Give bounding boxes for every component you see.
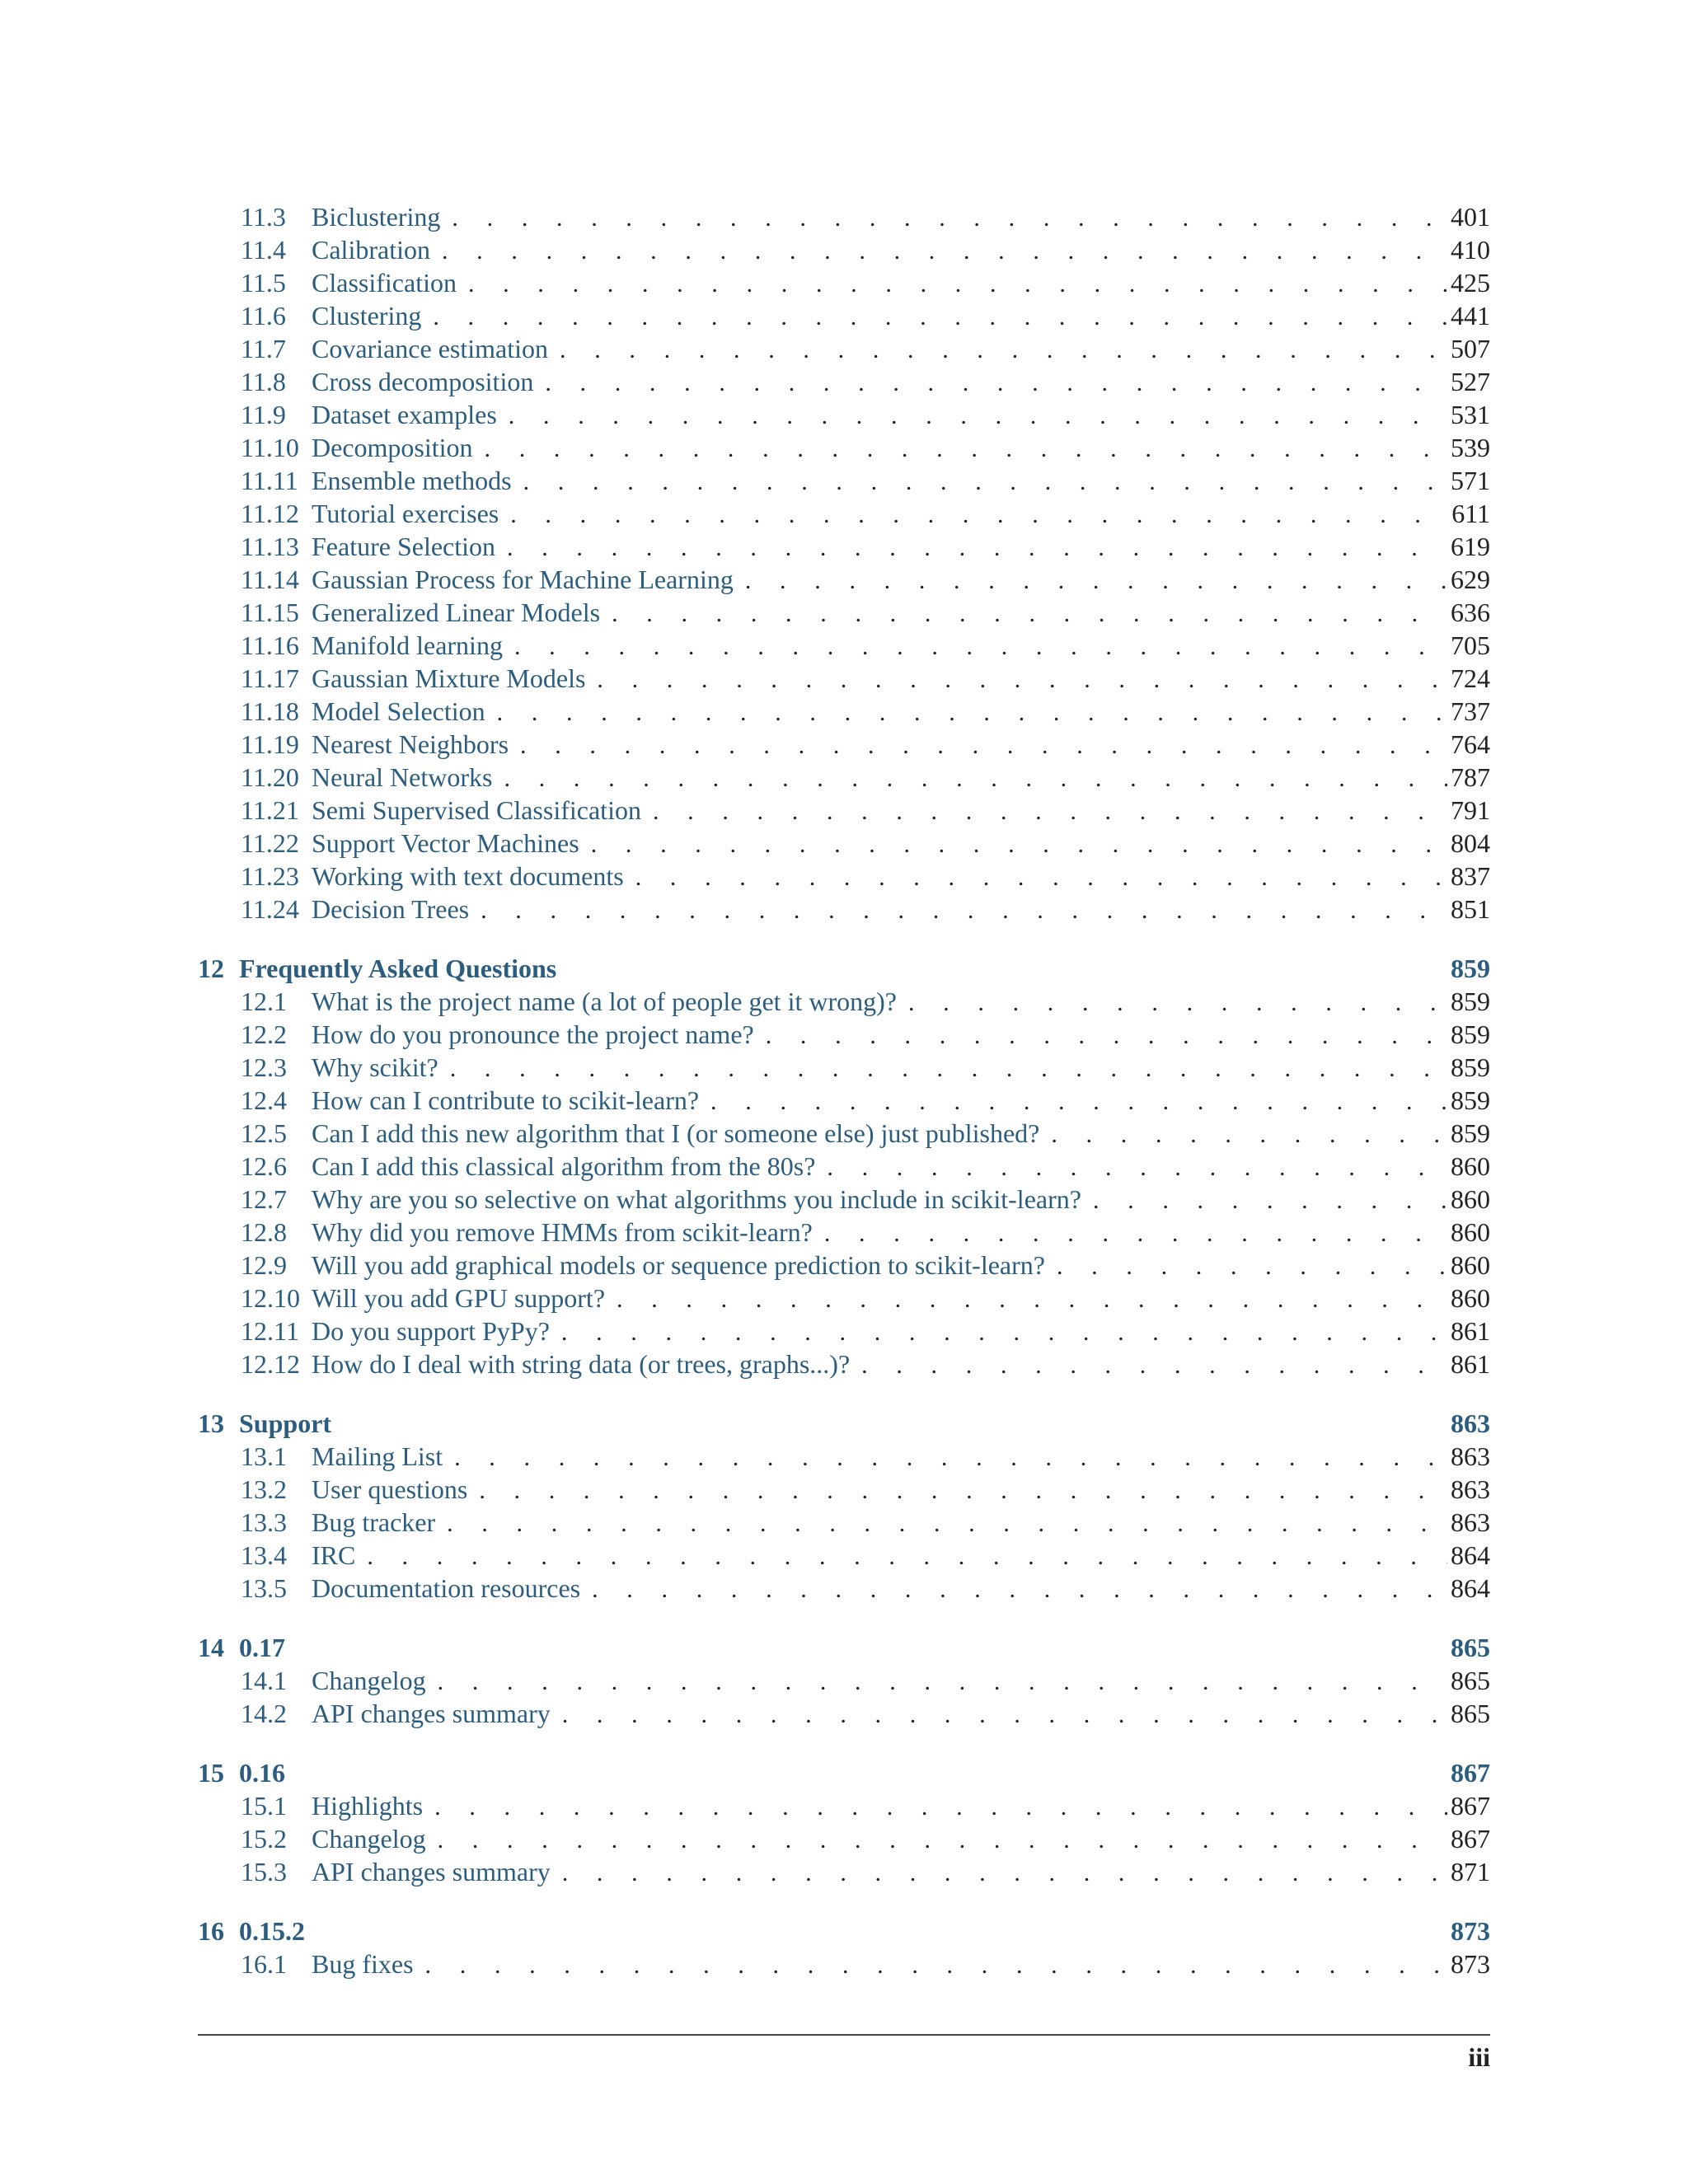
entry-page-number[interactable]: 531 <box>1451 400 1490 429</box>
toc-entry[interactable] <box>198 1183 1490 1216</box>
entry-title-link[interactable]: Changelog <box>312 1824 426 1854</box>
entry-number: 14.2 <box>241 1699 287 1728</box>
toc-entry[interactable] <box>198 662 1490 695</box>
entry-number: 11.10 <box>241 433 299 462</box>
entry-number: 11.16 <box>241 630 299 660</box>
dot-leader <box>426 1666 1447 1697</box>
chapter-page-number[interactable]: 873 <box>1451 1916 1490 1946</box>
toc-entry[interactable] <box>198 695 1490 728</box>
toc-entry[interactable] <box>198 761 1490 794</box>
entry-number: 11.21 <box>241 795 299 825</box>
toc-entry[interactable] <box>198 1249 1490 1282</box>
entry-title-link[interactable]: How can I contribute to scikit-learn? <box>312 1085 700 1115</box>
entry-number: 11.9 <box>241 400 286 429</box>
entry-title-link[interactable]: API changes summary <box>312 1699 551 1728</box>
entry-page-number[interactable]: 867 <box>1451 1824 1490 1854</box>
entry-number: 12.11 <box>241 1316 299 1346</box>
entry-title-link[interactable]: What is the project name (a lot of people get it wrong)? <box>312 987 897 1016</box>
dot-leader <box>467 1474 1447 1506</box>
entry-page-number[interactable]: 873 <box>1451 1949 1490 1979</box>
dot-leader <box>497 400 1447 431</box>
entry-title-link[interactable]: Ensemble methods <box>312 466 512 495</box>
entry-number: 13.4 <box>241 1540 287 1570</box>
chapter-entry[interactable] <box>198 952 1490 985</box>
entry-page-number[interactable]: 851 <box>1451 894 1490 924</box>
chapter-entry[interactable] <box>198 1631 1490 1664</box>
entry-title-link[interactable]: Documentation resources <box>312 1573 581 1603</box>
entry-page-number[interactable]: 571 <box>1451 466 1490 495</box>
chapter-entry[interactable] <box>198 1756 1490 1789</box>
chapter-title-link[interactable]: 0.15.2 <box>239 1916 305 1946</box>
entry-page-number[interactable]: 705 <box>1451 630 1490 660</box>
entry-title-link[interactable]: Dataset examples <box>312 400 497 429</box>
dot-leader <box>1039 1118 1447 1150</box>
dot-leader <box>850 1349 1447 1380</box>
toc-entry[interactable] <box>198 985 1490 1018</box>
dot-leader <box>485 696 1447 728</box>
entry-number: 11.14 <box>241 565 299 594</box>
entry-title-link[interactable]: Generalized Linear Models <box>312 598 601 627</box>
toc-entry[interactable] <box>198 1697 1490 1730</box>
dot-leader <box>551 1857 1447 1888</box>
toc-entry[interactable] <box>198 1572 1490 1605</box>
entry-number: 12.5 <box>241 1118 287 1148</box>
entry-number: 11.13 <box>241 532 299 561</box>
entry-title-link[interactable]: Mailing List <box>312 1441 443 1471</box>
dot-leader <box>533 367 1447 398</box>
dot-leader <box>414 1949 1447 1980</box>
entry-page-number[interactable]: 539 <box>1451 433 1490 462</box>
dot-leader <box>492 762 1447 794</box>
entry-title-link[interactable]: Support Vector Machines <box>312 828 579 858</box>
entry-page-number[interactable]: 859 <box>1451 987 1490 1016</box>
dot-leader <box>457 268 1447 299</box>
toc-entry[interactable] <box>198 464 1490 497</box>
dot-leader <box>600 598 1447 629</box>
toc-entry[interactable] <box>198 1018 1490 1051</box>
table-of-contents <box>198 200 1490 1980</box>
entry-title-link[interactable]: Gaussian Process for Machine Learning <box>312 565 734 594</box>
entry-page-number[interactable]: 787 <box>1451 762 1490 792</box>
toc-entry[interactable] <box>198 794 1490 827</box>
entry-number: 13.2 <box>241 1474 287 1504</box>
entry-page-number[interactable]: 865 <box>1451 1666 1490 1695</box>
dot-leader <box>499 499 1447 530</box>
entry-title-link[interactable]: Covariance estimation <box>312 334 549 363</box>
dot-leader <box>641 795 1447 827</box>
dot-leader <box>605 1283 1447 1315</box>
toc-entry[interactable] <box>198 332 1490 365</box>
toc-entry[interactable] <box>198 860 1490 893</box>
entry-page-number[interactable]: 860 <box>1451 1151 1490 1181</box>
entry-number: 12.12 <box>241 1349 300 1379</box>
chapter-title-link[interactable]: Support <box>239 1408 332 1438</box>
chapter-title-link[interactable]: Frequently Asked Questions <box>239 954 557 983</box>
dot-leader <box>551 1699 1447 1730</box>
dot-leader <box>1081 1184 1447 1216</box>
toc-entry[interactable] <box>198 1440 1490 1473</box>
section-gap <box>198 1605 1490 1631</box>
entry-title-link[interactable]: Tutorial exercises <box>312 499 499 528</box>
entry-number: 12.1 <box>241 987 287 1016</box>
dot-leader <box>421 301 1447 332</box>
toc-entry[interactable] <box>198 398 1490 431</box>
chapter-page-number[interactable]: 859 <box>1451 954 1490 983</box>
entry-page-number[interactable]: 863 <box>1451 1474 1490 1504</box>
toc-entry[interactable] <box>198 431 1490 464</box>
toc-entry[interactable] <box>198 1347 1490 1380</box>
entry-title-link[interactable]: Bug tracker <box>312 1507 436 1537</box>
entry-number: 11.4 <box>241 235 286 265</box>
entry-number: 11.23 <box>241 861 299 891</box>
toc-entry[interactable] <box>198 497 1490 530</box>
entry-number: 16.1 <box>241 1949 287 1979</box>
toc-entry[interactable] <box>198 530 1490 563</box>
dot-leader <box>440 202 1447 233</box>
entry-title-link[interactable]: Why did you remove HMMs from scikit-learn? <box>312 1217 813 1247</box>
entry-page-number[interactable]: 507 <box>1451 334 1490 363</box>
toc-entry[interactable] <box>198 365 1490 398</box>
toc-entry[interactable] <box>198 200 1490 233</box>
entry-title-link[interactable]: Decomposition <box>312 433 473 462</box>
entry-page-number[interactable]: 804 <box>1451 828 1490 858</box>
entry-page-number[interactable]: 791 <box>1451 795 1490 825</box>
entry-page-number[interactable]: 860 <box>1451 1184 1490 1214</box>
toc-entry[interactable] <box>198 1947 1490 1980</box>
entry-page-number[interactable]: 861 <box>1451 1316 1490 1346</box>
entry-number: 11.17 <box>241 663 299 693</box>
entry-number: 11.19 <box>241 729 299 759</box>
toc-entry[interactable] <box>198 893 1490 926</box>
entry-page-number[interactable]: 425 <box>1451 268 1490 298</box>
dot-leader <box>550 1316 1447 1347</box>
entry-number: 11.11 <box>241 466 298 495</box>
chapter-title-link[interactable]: 0.17 <box>239 1633 285 1662</box>
entry-number: 11.3 <box>241 202 286 232</box>
entry-page-number[interactable]: 527 <box>1451 367 1490 396</box>
entry-number: 11.20 <box>241 762 299 792</box>
entry-title-link[interactable]: User questions <box>312 1474 468 1504</box>
dot-leader <box>548 334 1447 365</box>
toc-entry[interactable] <box>198 1084 1490 1117</box>
entry-page-number[interactable]: 619 <box>1451 532 1490 561</box>
toc-entry[interactable] <box>198 1506 1490 1539</box>
entry-page-number[interactable]: 611 <box>1451 499 1490 528</box>
toc-entry[interactable] <box>198 1216 1490 1249</box>
entry-number: 12.4 <box>241 1085 287 1115</box>
dot-leader <box>469 894 1447 926</box>
entry-title-link[interactable]: Cross decomposition <box>312 367 534 396</box>
dot-leader <box>473 433 1447 464</box>
entry-number: 11.24 <box>241 894 299 924</box>
entry-title-link[interactable]: Calibration <box>312 235 430 265</box>
toc-entry[interactable] <box>198 827 1490 860</box>
dot-leader <box>423 1791 1447 1822</box>
entry-page-number[interactable]: 860 <box>1451 1283 1490 1313</box>
entry-page-number[interactable]: 629 <box>1451 565 1490 594</box>
dot-leader <box>443 1441 1447 1473</box>
chapter-entry[interactable] <box>198 1915 1490 1947</box>
dot-leader <box>512 466 1447 497</box>
entry-title-link[interactable]: Neural Networks <box>312 762 493 792</box>
toc-entry[interactable] <box>198 1539 1490 1572</box>
entry-title-link[interactable]: Why scikit? <box>312 1052 438 1082</box>
entry-number: 13.3 <box>241 1507 287 1537</box>
entry-number: 12.3 <box>241 1052 287 1082</box>
dot-leader <box>355 1540 1447 1572</box>
dot-leader <box>503 630 1447 662</box>
toc-entry[interactable] <box>198 299 1490 332</box>
entry-title-link[interactable]: Will you add graphical models or sequence prediction to scikit-learn? <box>312 1250 1045 1280</box>
entry-number: 11.8 <box>241 367 286 396</box>
entry-title-link[interactable]: Manifold learning <box>312 630 503 660</box>
entry-page-number[interactable]: 737 <box>1451 696 1490 726</box>
toc-entry[interactable] <box>198 1150 1490 1183</box>
entry-page-number[interactable]: 860 <box>1451 1217 1490 1247</box>
entry-title-link[interactable]: Can I add this classical algorithm from the 80s? <box>312 1151 816 1181</box>
entry-page-number[interactable]: 871 <box>1451 1857 1490 1886</box>
entry-number: 13.1 <box>241 1441 287 1471</box>
entry-title-link[interactable]: Semi Supervised Classification <box>312 795 641 825</box>
entry-number: 11.6 <box>241 301 286 330</box>
dot-leader <box>815 1151 1447 1183</box>
entry-number: 15.1 <box>241 1791 287 1821</box>
entry-number: 15.2 <box>241 1824 287 1854</box>
entry-title-link[interactable]: Clustering <box>312 301 422 330</box>
dot-leader <box>495 532 1447 563</box>
section-gap <box>198 1888 1490 1915</box>
entry-title-link[interactable]: Decision Trees <box>312 894 470 924</box>
chapter-number: 12 <box>198 954 224 983</box>
dot-leader <box>426 1824 1447 1855</box>
dot-leader <box>813 1217 1447 1249</box>
dot-leader <box>580 1573 1447 1605</box>
toc-entry[interactable] <box>198 1473 1490 1506</box>
entry-page-number[interactable]: 859 <box>1451 1085 1490 1115</box>
entry-page-number[interactable]: 441 <box>1451 301 1490 330</box>
toc-entry[interactable] <box>198 1664 1490 1697</box>
chapter-page-number[interactable]: 865 <box>1451 1633 1490 1662</box>
dot-leader <box>585 663 1447 695</box>
entry-title-link[interactable]: Feature Selection <box>312 532 496 561</box>
toc-entry[interactable] <box>198 563 1490 596</box>
entry-title-link[interactable]: Why are you so selective on what algorithms you include in scikit-learn? <box>312 1184 1081 1214</box>
entry-page-number[interactable]: 863 <box>1451 1507 1490 1537</box>
section-gap <box>198 1380 1490 1407</box>
dot-leader <box>509 729 1447 761</box>
entry-title-link[interactable]: Highlights <box>312 1791 424 1821</box>
entry-page-number[interactable]: 837 <box>1451 861 1490 891</box>
entry-page-number[interactable]: 859 <box>1451 1118 1490 1148</box>
toc-entry[interactable] <box>198 728 1490 761</box>
section-gap <box>198 1730 1490 1756</box>
toc-entry[interactable] <box>198 1315 1490 1347</box>
entry-title-link[interactable]: Do you support PyPy? <box>312 1316 550 1346</box>
toc-entry[interactable] <box>198 1117 1490 1150</box>
entry-page-number[interactable]: 861 <box>1451 1349 1490 1379</box>
chapter-page-number[interactable]: 863 <box>1451 1408 1490 1438</box>
entry-number: 11.5 <box>241 268 286 298</box>
toc-entry[interactable] <box>198 1822 1490 1855</box>
entry-number: 12.2 <box>241 1019 287 1049</box>
toc-entry[interactable] <box>198 1282 1490 1315</box>
dot-leader <box>1045 1250 1447 1282</box>
entry-title-link[interactable]: Can I add this new algorithm that I (or someone else) just published? <box>312 1118 1040 1148</box>
entry-page-number[interactable]: 865 <box>1451 1699 1490 1728</box>
entry-title-link[interactable]: IRC <box>312 1540 356 1570</box>
entry-title-link[interactable]: Classification <box>312 268 457 298</box>
entry-title-link[interactable]: Will you add GPU support? <box>312 1283 606 1313</box>
footer-page-number: iii <box>1468 2042 1490 2072</box>
chapter-page-number[interactable]: 867 <box>1451 1758 1490 1788</box>
dot-leader <box>754 1019 1447 1051</box>
chapter-entry[interactable] <box>198 1407 1490 1440</box>
entry-page-number[interactable]: 860 <box>1451 1250 1490 1280</box>
entry-number: 12.9 <box>241 1250 287 1280</box>
dot-leader <box>897 987 1447 1018</box>
entry-page-number[interactable]: 401 <box>1451 202 1490 232</box>
toc-entry[interactable] <box>198 629 1490 662</box>
entry-title-link[interactable]: How do you pronounce the project name? <box>312 1019 754 1049</box>
entry-title-link[interactable]: How do I deal with string data (or trees, graphs...)? <box>312 1349 851 1379</box>
chapter-number: 13 <box>198 1408 224 1438</box>
toc-entry[interactable] <box>198 1855 1490 1888</box>
entry-page-number[interactable]: 410 <box>1451 235 1490 265</box>
entry-number: 11.12 <box>241 499 299 528</box>
entry-number: 12.6 <box>241 1151 287 1181</box>
entry-title-link[interactable]: Working with text documents <box>312 861 624 891</box>
toc-entry[interactable] <box>198 266 1490 299</box>
entry-page-number[interactable]: 867 <box>1451 1791 1490 1821</box>
entry-page-number[interactable]: 724 <box>1451 663 1490 693</box>
entry-page-number[interactable]: 863 <box>1451 1441 1490 1471</box>
entry-number: 15.3 <box>241 1857 287 1886</box>
entry-number: 11.22 <box>241 828 299 858</box>
entry-page-number[interactable]: 864 <box>1451 1573 1490 1603</box>
dot-leader <box>435 1507 1447 1539</box>
toc-entry[interactable] <box>198 596 1490 629</box>
entry-page-number[interactable]: 636 <box>1451 598 1490 627</box>
entry-title-link[interactable]: Model Selection <box>312 696 485 726</box>
entry-title-link[interactable]: API changes summary <box>312 1857 551 1886</box>
entry-number: 14.1 <box>241 1666 287 1695</box>
chapter-title-link[interactable]: 0.16 <box>239 1758 285 1788</box>
toc-entry[interactable] <box>198 233 1490 266</box>
dot-leader <box>699 1085 1447 1117</box>
chapter-number: 14 <box>198 1633 224 1662</box>
dot-leader <box>438 1052 1447 1084</box>
dot-leader <box>624 861 1447 893</box>
entry-number: 11.15 <box>241 598 299 627</box>
dot-leader <box>579 828 1447 860</box>
entry-title-link[interactable]: Biclustering <box>312 202 441 232</box>
entry-number: 13.5 <box>241 1573 287 1603</box>
entry-page-number[interactable]: 859 <box>1451 1019 1490 1049</box>
entry-title-link[interactable]: Gaussian Mixture Models <box>312 663 586 693</box>
entry-number: 12.8 <box>241 1217 287 1247</box>
entry-title-link[interactable]: Nearest Neighbors <box>312 729 509 759</box>
footer-divider <box>198 2034 1490 2036</box>
entry-page-number[interactable]: 859 <box>1451 1052 1490 1082</box>
toc-entry[interactable] <box>198 1051 1490 1084</box>
entry-page-number[interactable]: 764 <box>1451 729 1490 759</box>
entry-number: 12.7 <box>241 1184 287 1214</box>
entry-title-link[interactable]: Changelog <box>312 1666 426 1695</box>
toc-entry[interactable] <box>198 1789 1490 1822</box>
entry-number: 11.18 <box>241 696 299 726</box>
entry-page-number[interactable]: 864 <box>1451 1540 1490 1570</box>
chapter-number: 16 <box>198 1916 224 1946</box>
dot-leader <box>430 235 1447 266</box>
section-gap <box>198 926 1490 952</box>
dot-leader <box>734 565 1447 596</box>
entry-number: 12.10 <box>241 1283 300 1313</box>
entry-number: 11.7 <box>241 334 286 363</box>
entry-title-link[interactable]: Bug fixes <box>312 1949 414 1979</box>
chapter-number: 15 <box>198 1758 224 1788</box>
